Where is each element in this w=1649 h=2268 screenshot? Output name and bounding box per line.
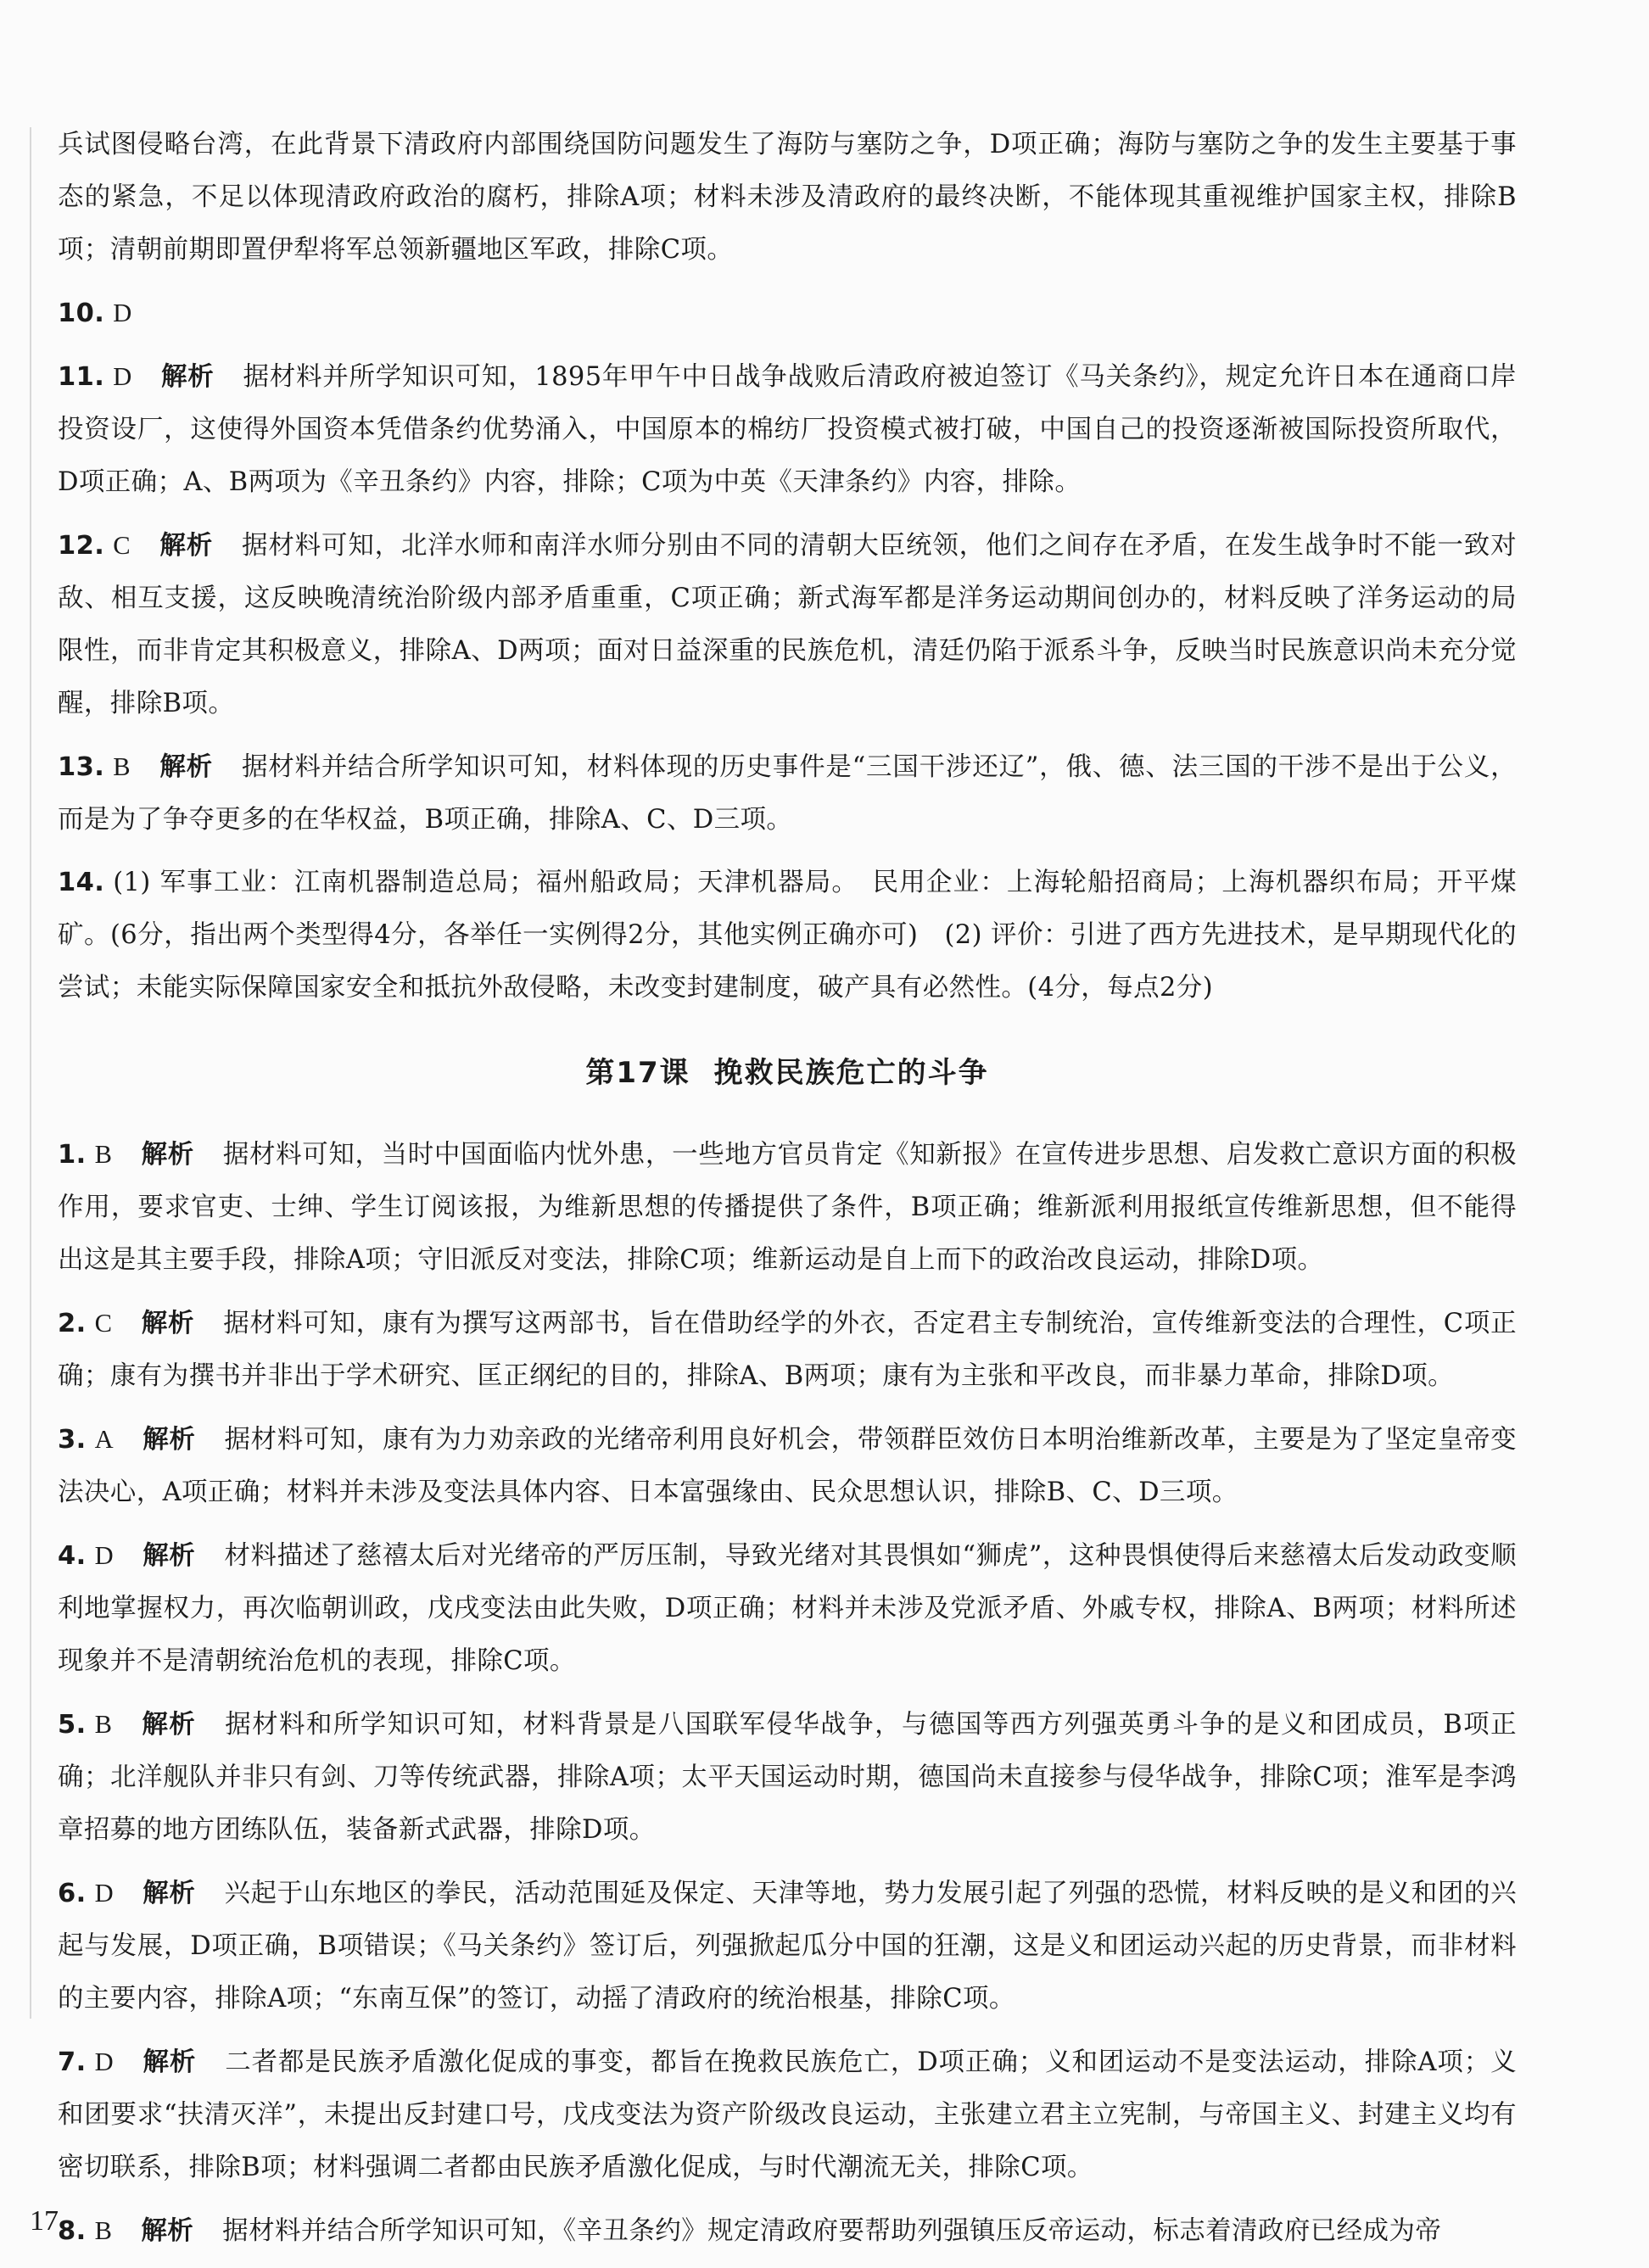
item-number: 8. — [58, 2216, 87, 2246]
item-explanation: 据材料可知，康有为力劝亲政的光绪帝利用良好机会，带领群臣效仿日本明治维新改革，主要是为了坚定皇帝变法决心，A项正确；材料并未涉及变法具体内容、日本富强缘由、民众思想认识，排除B、C、D三项。 — [58, 1425, 1517, 1507]
answer-item-8 — [58, 2204, 1517, 2258]
answer-item-7 — [58, 2036, 1517, 2194]
item-answer: B — [94, 1140, 113, 1169]
item-answer: C — [94, 1309, 113, 1338]
answer-item-6 — [58, 1867, 1517, 2025]
item-number: 11. — [58, 362, 105, 392]
item-explanation: 据材料并结合所学知识可知，《辛丑条约》规定清政府要帮助列强镇压反帝运动，标志着清政府已经成为帝 — [222, 2216, 1442, 2246]
section-16-answers — [58, 287, 1517, 1014]
item-explanation: 据材料并所学知识可知，1895年甲午中日战争战败后清政府被迫签订《马关条约》，规定允许日本在通商口岸投资设厂，这使得外国资本凭借条约优势涌入，中国原本的棉纺厂投资模式被打破，中国自己的投资逐渐被国际投资所取代，D项正确；A、B两项为《辛丑条约》内容，排除；C项为中英《天津条约》内容，排除。 — [58, 362, 1517, 497]
item-number: 10. — [58, 299, 105, 328]
answer-item-12 — [58, 519, 1517, 730]
item-answer: A — [94, 1425, 115, 1454]
left-margin-rule — [30, 127, 31, 2019]
item-number: 13. — [58, 752, 105, 782]
analysis-tag: 解析 — [143, 1879, 196, 1908]
item-explanation: 据材料可知，当时中国面临内忧外患，一些地方官员肯定《知新报》在宣传进步思想、启发救亡意识方面的积极作用，要求官吏、士绅、学生订阅该报，为维新思想的传播提供了条件，B项正确；维新派利用报纸宣传维新思想，但不能得出这是其主要手段，排除A项；守旧派反对变法，排除C项；维新运动是自上而下的政治改良运动，排除D项。 — [58, 1140, 1517, 1275]
continued-paragraph: 兵试图侵略台湾，在此背景下清政府内部围绕国防问题发生了海防与塞防之争，D项正确；海防与塞防之争的发生主要基于事态的紧急，不足以体现清政府政治的腐朽，排除A项；材料未涉及清政府的最终决断，不能体现其重视维护国家主权，排除B项；清朝前期即置伊犁将军总领新疆地区军政，排除C项。 — [58, 130, 1517, 265]
item-explanation: 据材料可知，康有为撰写这两部书，旨在借助经学的外衣，否定君主专制统治，宣传维新变法的合理性，C项正确；康有为撰书并非出于学术研究、匡正纲纪的目的，排除A、B两项；康有为主张和平改良，而非暴力革命，排除D项。 — [58, 1309, 1517, 1391]
item-number: 3. — [58, 1425, 87, 1455]
item-number: 6. — [58, 1879, 87, 1908]
analysis-tag: 解析 — [143, 1541, 196, 1571]
section-17-answers — [58, 1128, 1517, 2258]
item-explanation: 二者都是民族矛盾激化促成的事变，都旨在挽救民族危亡，D项正确；义和团运动不是变法运动，排除A项；义和团要求“扶清灭洋”，未提出反封建口号，戊戌变法为资产阶级改良运动，主张建立君主立宪制，与帝国主义、封建主义均有密切联系，排除B项；材料强调二者都由民族矛盾激化促成，与时代潮流无关，排除C项。 — [58, 2047, 1517, 2182]
answer-item-11 — [58, 350, 1517, 509]
analysis-tag: 解析 — [141, 2216, 194, 2246]
item-answer: B — [94, 2216, 113, 2245]
item-explanation: 兴起于山东地区的拳民，活动范围延及保定、天津等地，势力发展引起了列强的恐慌，材料反映的是义和团的兴起与发展，D项正确，B项错误；《马关条约》签订后，列强掀起瓜分中国的狂潮，这是义和团运动兴起的历史背景，而非材料的主要内容，排除A项；“东南互保”的签订，动摇了清政府的统治根基，排除C项。 — [58, 1879, 1517, 2014]
lesson-title: 挽救民族危亡的斗争 — [713, 1056, 989, 1090]
analysis-tag: 解析 — [143, 1425, 196, 1455]
item-answer: D — [113, 362, 132, 391]
item-explanation: 据材料和所学知识可知，材料背景是八国联军侵华战争，与德国等西方列强英勇斗争的是义和团成员，B项正确；北洋舰队并非只有剑、刀等传统武器，排除A项；太平天国运动时期，德国尚未直接参与侵华战争，排除C项；淮军是李鸿章招募的地方团练队伍，装备新式武器，排除D项。 — [58, 1710, 1517, 1845]
item-number: 4. — [58, 1541, 87, 1571]
analysis-tag: 解析 — [141, 1710, 197, 1740]
analysis-tag: 解析 — [160, 362, 215, 392]
item-explanation: 据材料并结合所学知识可知，材料体现的历史事件是“三国干涉还辽”，俄、德、法三国的干涉不是出于公义，而是为了争夺更多的在华权益，B项正确，排除A、C、D三项。 — [58, 752, 1517, 835]
answer-item-5 — [58, 1698, 1517, 1857]
analysis-tag: 解析 — [143, 2047, 197, 2077]
answer-item-10 — [58, 287, 1517, 340]
item-answer: B — [94, 1710, 113, 1739]
item-number: 5. — [58, 1710, 87, 1740]
item-explanation: 材料描述了慈禧太后对光绪帝的严厉压制，导致光绪对其畏惧如“狮虎”，这种畏惧使得后来慈禧太后发动政变顺利地掌握权力，再次临朝训政，戊戌变法由此失败，D项正确；材料并未涉及党派矛盾、外戚专权，排除A、B两项；材料所述现象并不是清朝统治危机的表现，排除C项。 — [58, 1541, 1517, 1676]
item-answer: D — [94, 1879, 115, 1908]
item-explanation: 据材料可知，北洋水师和南洋水师分别由不同的清朝大臣统领，他们之间存在矛盾，在发生战争时不能一致对敌、相互支援，这反映晚清统治阶级内部矛盾重重，C项正确；新式海军都是洋务运动期间创办的，材料反映了洋务运动的局限性，而非肯定其积极意义，排除A、D两项；面对日益深重的民族危机，清廷仍陷于派系斗争，反映当时民族意识尚未充分觉醒，排除B项。 — [58, 531, 1517, 718]
analysis-tag: 解析 — [159, 531, 214, 561]
item-number: 14. — [58, 868, 105, 897]
page-number: 17 — [30, 2205, 59, 2237]
lesson-number: 第17课 — [585, 1056, 690, 1090]
page-content — [58, 119, 1517, 2268]
item-answer: B — [113, 752, 131, 781]
item-number: 7. — [58, 2047, 87, 2077]
answer-item-1 — [58, 1128, 1517, 1287]
answer-item-13 — [58, 740, 1517, 846]
item-explanation: (1) 军事工业：江南机器制造总局；福州船政局；天津机器局。 民用企业：上海轮船招商局；上海机器织布局；开平煤矿。(6分，指出两个类型得4分，各举任一实例得2分，其他实例正确亦可) (2) 评价：引进了西方先进技术，是早期现代化的尝试；未能实际保障国家安全和抵抗外敌侵略，未改变封建制度，破产具有必然性。(4分，每点2分) — [58, 868, 1517, 1003]
item-answer: D — [94, 1541, 115, 1570]
item-answer: D — [113, 299, 132, 327]
answer-item-3 — [58, 1413, 1517, 1519]
analysis-tag: 解析 — [159, 752, 213, 782]
answer-item-14 — [58, 857, 1517, 1014]
item-number: 12. — [58, 531, 105, 561]
item-answer: C — [113, 531, 131, 560]
item-number: 1. — [58, 1140, 87, 1170]
analysis-tag: 解析 — [141, 1309, 195, 1338]
analysis-tag: 解析 — [141, 1140, 194, 1170]
item-number: 2. — [58, 1309, 87, 1338]
lesson-heading — [58, 1052, 1517, 1094]
answer-item-2 — [58, 1297, 1517, 1403]
item-answer: D — [94, 2047, 115, 2076]
answer-item-4 — [58, 1529, 1517, 1688]
